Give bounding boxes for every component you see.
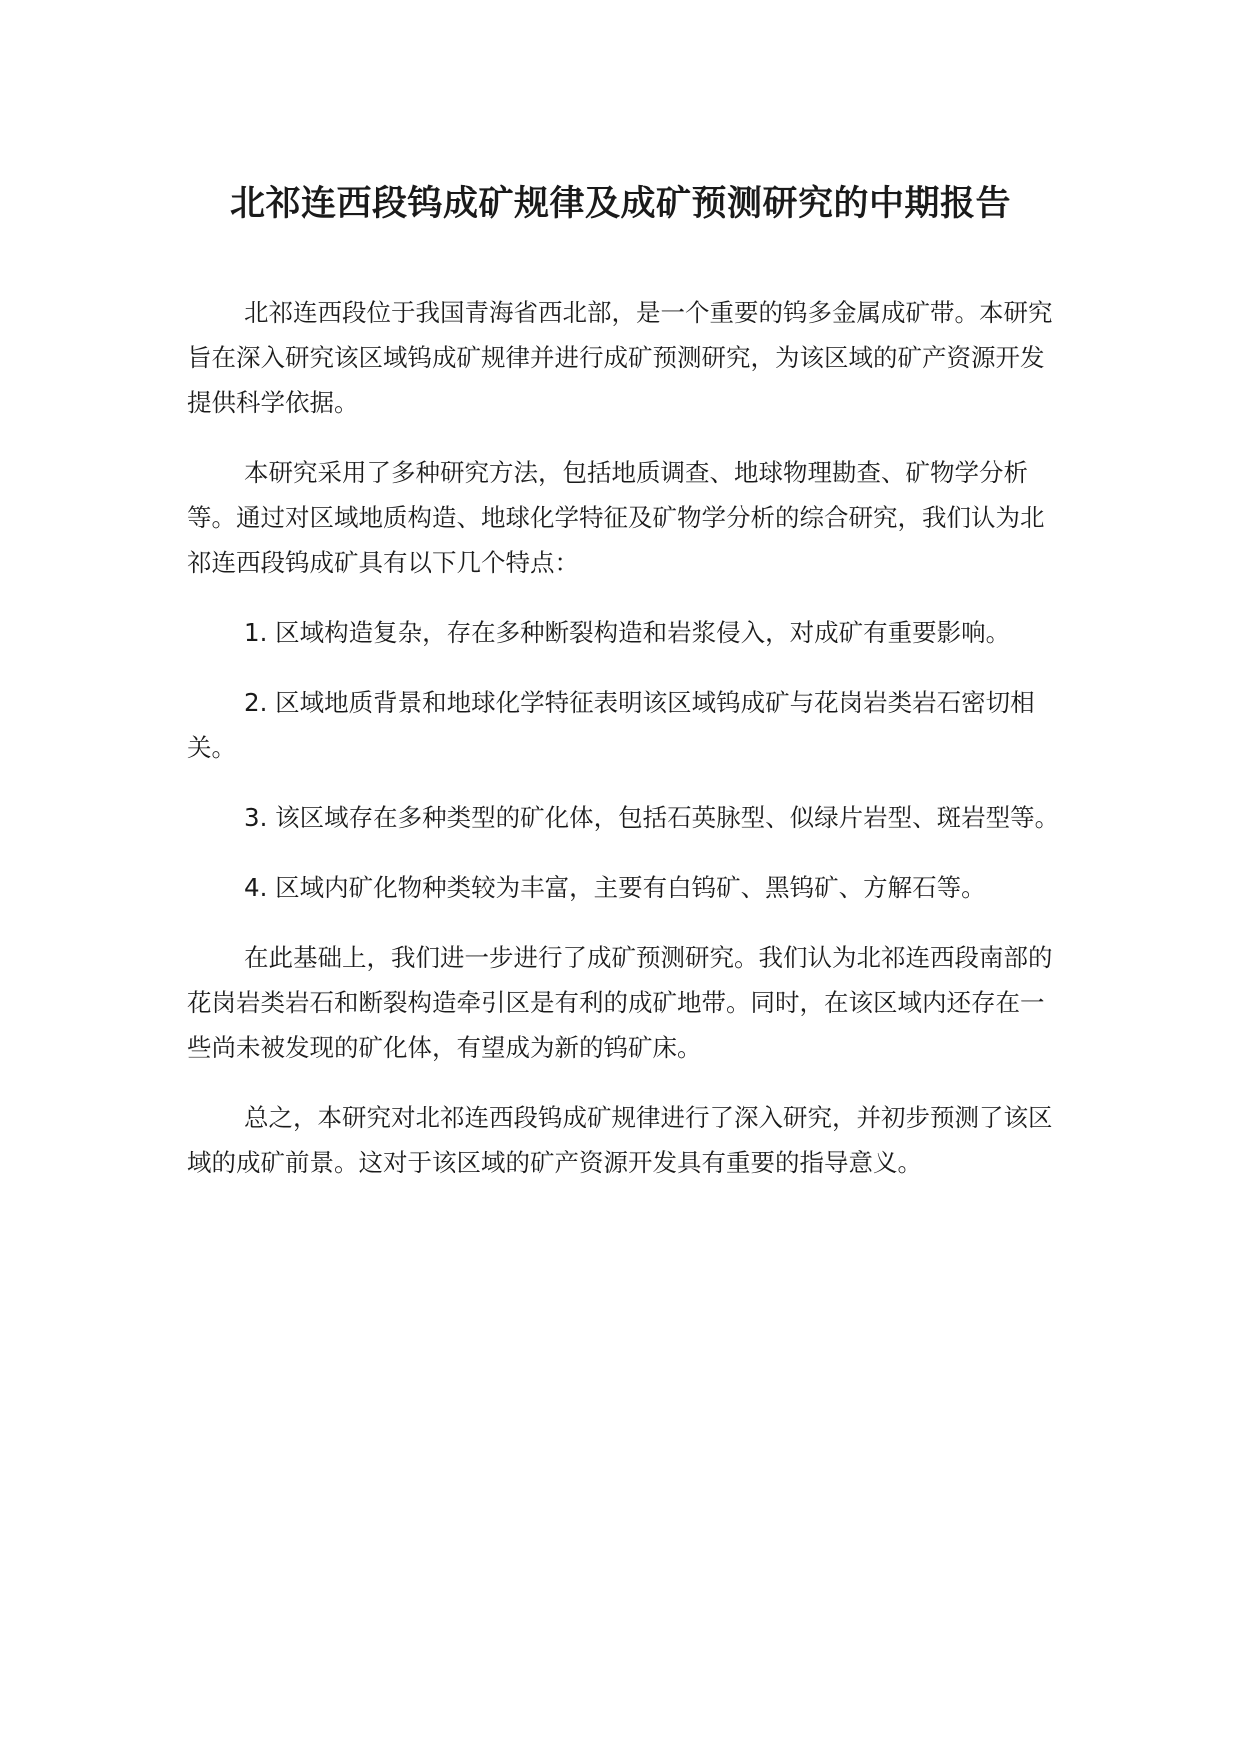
paragraph-prediction: 在此基础上，我们进一步进行了成矿预测研究。我们认为北祁连西段南部的花岗岩类岩石和断裂构造牵引区是有利的成矿地带。同时，在该区域内还存在一些尚未被发现的矿化体，有望成为新的钨矿床。 <box>187 943 1053 1062</box>
paragraph-methods: 本研究采用了多种研究方法，包括地质调查、地球物理勘查、矿物学分析等。通过对区域地质构造、地球化学特征及矿物学分析的综合研究，我们认为北祁连西段钨成矿具有以下几个特点： <box>187 458 1045 577</box>
paragraph-point-1: 1. 区域构造复杂，存在多种断裂构造和岩浆侵入，对成矿有重要影响。 <box>244 618 1011 647</box>
paragraph-conclusion: 总之，本研究对北祁连西段钨成矿规律进行了深入研究，并初步预测了该区域的成矿前景。这对于该区域的矿产资源开发具有重要的指导意义。 <box>187 1103 1053 1177</box>
paragraph-point-4: 4. 区域内矿化物种类较为丰富，主要有白钨矿、黑钨矿、方解石等。 <box>244 873 986 902</box>
paragraph-point-3: 3. 该区域存在多种类型的矿化体，包括石英脉型、似绿片岩型、斑岩型等。 <box>244 803 1060 832</box>
paragraph-point-2: 2. 区域地质背景和地球化学特征表明该区域钨成矿与花岗岩类岩石密切相关。 <box>187 688 1035 762</box>
document-body <box>187 290 1067 1210</box>
paragraph-intro: 北祁连西段位于我国青海省西北部，是一个重要的钨多金属成矿带。本研究旨在深入研究该区域钨成矿规律并进行成矿预测研究，为该区域的矿产资源开发提供科学依据。 <box>187 298 1053 417</box>
document-title: 北祁连西段钨成矿规律及成矿预测研究的中期报告 <box>229 184 1011 224</box>
